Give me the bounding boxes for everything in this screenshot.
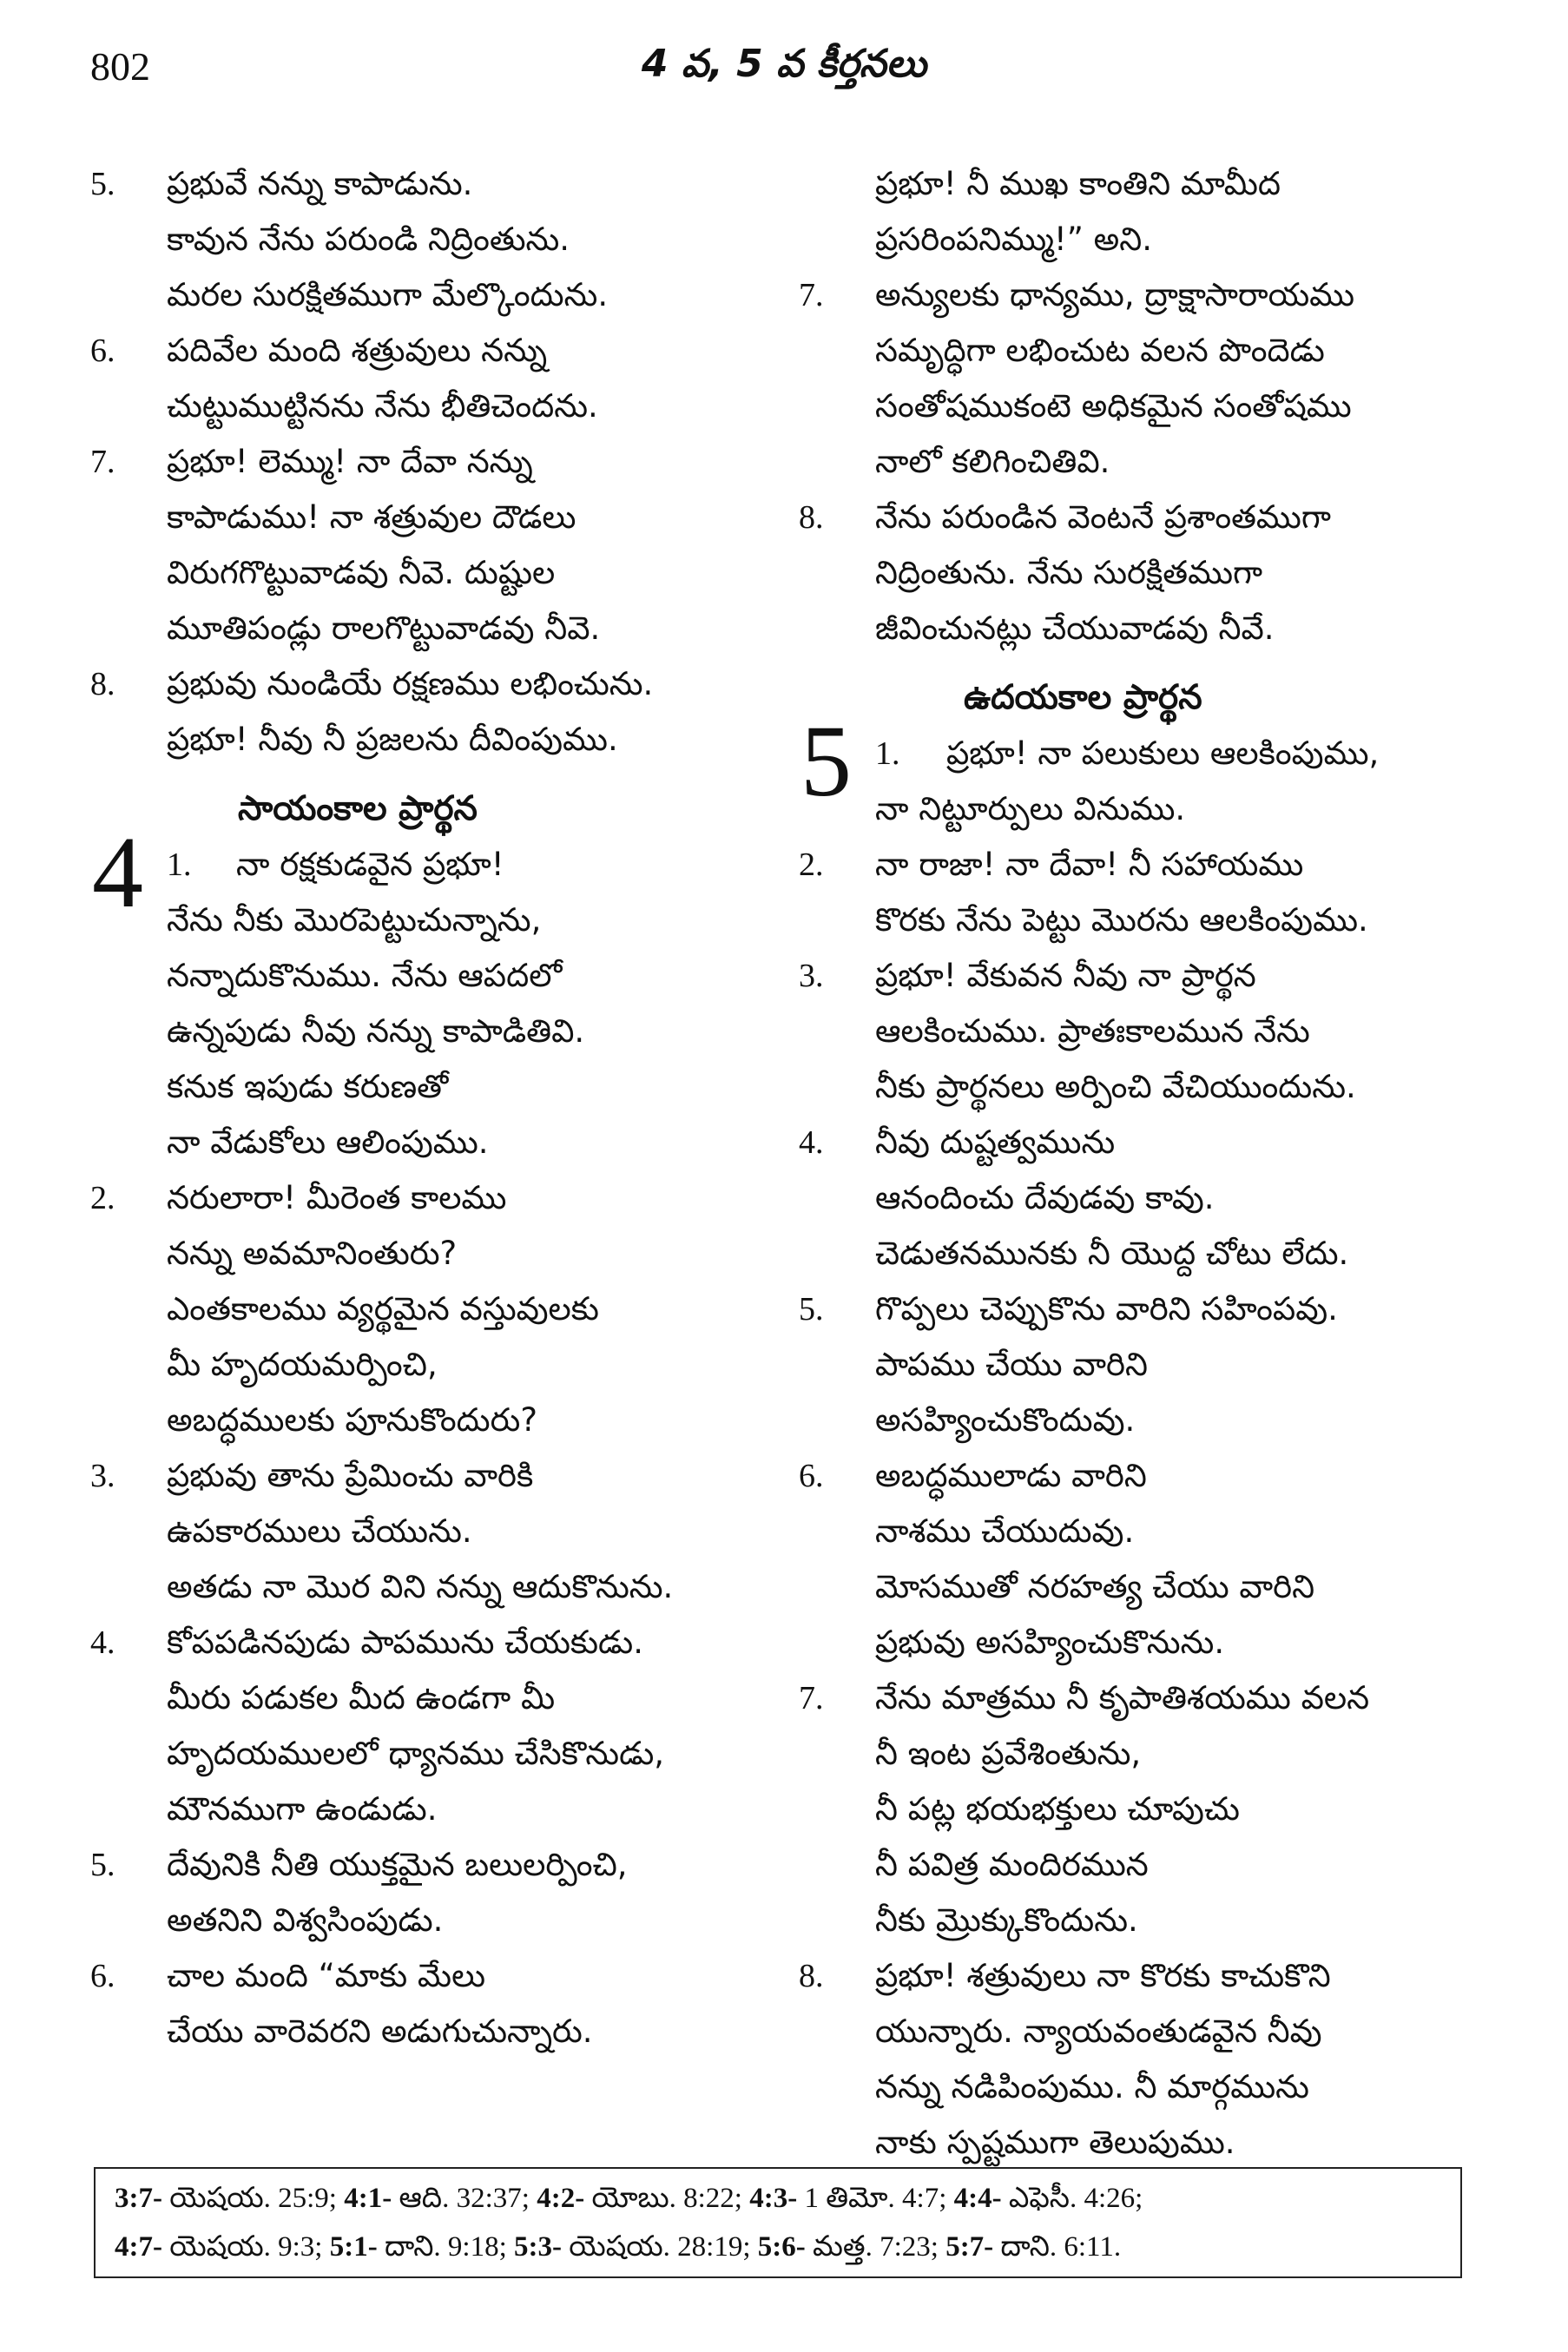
verse-line (90, 212, 776, 267)
verse-text: నన్ను అవమానింతురు? (167, 1235, 458, 1272)
verse-line (799, 1559, 1459, 1615)
verse-text: ఆనందించు దేవుడవు కావు. (875, 1179, 1215, 1216)
verse-number: 1. (875, 735, 900, 772)
verse-text: నీ పవిత్ర మందిరమున (875, 1846, 1149, 1883)
verse-number: 4. (90, 1624, 115, 1661)
verse-line (799, 490, 1459, 545)
verse-line (90, 267, 776, 323)
verse-text: ఎంతకాలము వ్యర్థమైన వస్తువులకు (167, 1290, 599, 1328)
verse-text: నీ పట్ల భయభక్తులు చూపుచు (875, 1790, 1240, 1828)
verse-text: కోపపడినపుడు పాపమును చేయకుడు. (167, 1624, 643, 1661)
verse-line (90, 323, 776, 379)
reference-label: 5:1- (329, 2231, 378, 2263)
running-head: 4 వ, 5 వ కీర్తనలు (641, 42, 927, 86)
verse-line (90, 1170, 776, 1226)
verse-text: ప్రభువు అసహ్యించుకొనును. (875, 1624, 1225, 1661)
reference-label: 4:3- (749, 2183, 798, 2214)
verse-text: నా రాజా! నా దేవా! నీ సహాయము (875, 846, 1304, 883)
verse-line (90, 1504, 776, 1559)
verse-line (799, 1059, 1459, 1115)
right-column (799, 156, 1459, 2171)
verse-line (799, 1337, 1459, 1393)
verse-line (799, 1393, 1459, 1448)
verse-line (799, 212, 1459, 267)
verse-line (799, 545, 1459, 601)
verse-text: నాకు స్పష్టముగా తెలుపుము. (875, 2124, 1235, 2161)
reference-label: 4:2- (537, 2183, 585, 2214)
verse-line (799, 1726, 1459, 1782)
verse-text: ప్రభూ! శత్రువులు నా కొరకు కాచుకొని (875, 1957, 1331, 1994)
verse-line (90, 893, 776, 948)
verse-text: నిద్రింతును. నేను సురక్షితముగా (875, 554, 1263, 591)
verse-line (799, 1170, 1459, 1226)
verse-text: సమృద్ధిగా లభించుట వలన పొందెడు (875, 332, 1325, 369)
verse-number: 5. (90, 1847, 115, 1883)
verse-number: 5. (90, 166, 115, 202)
verse-text: ఆలకించుము. ప్రాతఃకాలమున నేను (875, 1012, 1310, 1050)
verse-text: నాలో కలిగించితివి. (875, 443, 1110, 480)
verse-line (799, 893, 1459, 948)
psalm-heading (799, 670, 1459, 726)
verse-text: ప్రభూ! లెమ్ము! నా దేవా నన్ను (167, 443, 533, 480)
verse-text: నా రక్షకుడవైన ప్రభూ! (236, 846, 504, 883)
left-column (90, 156, 776, 2059)
verse-text: నీ ఇంట ప్రవేశింతును, (875, 1735, 1142, 1772)
verse-text: చాల మంది “మాకు మేలు (167, 1957, 486, 1994)
verse-line (90, 379, 776, 434)
verse-line (799, 434, 1459, 490)
verse-text: ప్రభువు నుండియే రక్షణము లభించును. (167, 665, 654, 702)
reference-text: యెషయ. 25:9; (161, 2183, 345, 2214)
verse-line (799, 601, 1459, 656)
reference-text: యెషయ. 28:19; (562, 2231, 758, 2263)
verse-text: మోసముతో నరహత్య చేయు వారిని (875, 1568, 1315, 1605)
verse-line (90, 434, 776, 490)
verse-line (90, 948, 776, 1004)
verse-number: 5. (799, 1291, 824, 1328)
verse-text: మౌనముగా ఉండుడు. (167, 1790, 438, 1828)
reference-label: 4:1- (344, 2183, 392, 2214)
verse-line (799, 2059, 1459, 2115)
verse-number: 8. (799, 499, 824, 536)
verse-text: చేయు వారెవరని అడుగుచున్నారు. (167, 2013, 593, 2050)
verse-line (90, 1226, 776, 1281)
verse-number: 2. (90, 1180, 115, 1216)
verse-line (90, 156, 776, 212)
verse-text: నీకు మ్రొక్కుకొందును. (875, 1901, 1138, 1939)
verse-line (90, 1670, 776, 1726)
verse-number: 2. (799, 847, 824, 883)
verse-text: నేను మాత్రము నీ కృపాతిశయము వలన (875, 1679, 1370, 1716)
verse-text: కావున నేను పరుండి నిద్రింతును. (167, 221, 570, 258)
verse-number: 7. (90, 444, 115, 480)
verse-text: మూతిపండ్లు రాలగొట్టువాడవు నీవె. (167, 609, 601, 647)
verse-line (90, 1782, 776, 1837)
verse-line (90, 1004, 776, 1059)
verse-line (799, 323, 1459, 379)
verse-text: పాపము చేయు వారిని (875, 1346, 1148, 1383)
footnote-line-1 (115, 2174, 1441, 2223)
verse-line (90, 1393, 776, 1448)
reference-label: 3:7- (115, 2183, 162, 2214)
verse-line (799, 267, 1459, 323)
verse-line (799, 1115, 1459, 1170)
verse-line (799, 1893, 1459, 1948)
footnote-line-2 (115, 2223, 1441, 2271)
reference-text: దాని. 6:11. (993, 2231, 1122, 2263)
verse-text: నేను పరుండిన వెంటనే ప్రశాంతముగా (875, 498, 1331, 536)
verse-line (799, 837, 1459, 893)
psalm-heading-text: ఉదయకాల ప్రార్థన (964, 678, 1202, 717)
psalm-heading-text: సాయంకాల ప్రార్థన (238, 789, 478, 828)
verse-text: నరులారా! మీరెంత కాలము (167, 1179, 507, 1216)
verse-line (90, 712, 776, 768)
verse-text: నీవు దుష్టత్వమును (875, 1123, 1116, 1161)
verse-text: మీ హృదయమర్పించి, (167, 1346, 438, 1383)
verse-number: 7. (799, 1680, 824, 1716)
verse-text: కనుక ఇపుడు కరుణతో (167, 1068, 449, 1105)
verse-text: అన్యులకు ధాన్యము, ద్రాక్షాసారాయము (875, 276, 1355, 313)
verse-line (90, 490, 776, 545)
reference-text: ఆది. 32:37; (392, 2183, 537, 2214)
verse-text: హృదయములలో ధ్యానము చేసికొనుడు, (167, 1735, 665, 1772)
verse-text: కాపాడుము! నా శత్రువుల దౌడలు (167, 498, 576, 536)
verse-line (799, 1226, 1459, 1281)
verse-line (90, 1837, 776, 1893)
verse-line (90, 601, 776, 656)
verse-line (90, 1559, 776, 1615)
psalm-heading (90, 781, 776, 837)
verse-text: దేవునికి నీతి యుక్తమైన బలులర్పించి, (167, 1846, 628, 1883)
verse-text: మీరు పడుకల మీద ఉండగా మీ (167, 1679, 556, 1716)
page-number: 802 (90, 44, 150, 89)
reference-text: 1 తిమో. 4:7; (797, 2183, 954, 2214)
verse-line (799, 1670, 1459, 1726)
verse-text: నన్ను నడిపింపుము. నీ మార్గమును (875, 2068, 1309, 2105)
verse-text: గొప్పలు చెప్పుకొను వారిని సహింపవు. (875, 1290, 1338, 1328)
verse-text: మరల సురక్షితముగా మేల్కొందును. (167, 276, 609, 313)
verse-line (90, 1115, 776, 1170)
verse-line (799, 379, 1459, 434)
verse-number: 4. (799, 1124, 824, 1161)
verse-text: నా వేడుకోలు ఆలింపుము. (167, 1123, 489, 1161)
verse-number: 6. (90, 333, 115, 369)
reference-text: యెషయ. 9:3; (161, 2231, 330, 2263)
verse-number: 1. (167, 847, 192, 883)
verse-text: ఉన్నపుడు నీవు నన్ను కాపాడితివి. (167, 1012, 585, 1050)
verse-text: అతనిని విశ్వసింపుడు. (167, 1901, 444, 1939)
verse-number: 3. (799, 958, 824, 994)
verse-line (799, 1948, 1459, 2004)
verse-text: సంతోషముకంటె అధికమైన సంతోషము (875, 387, 1352, 425)
verse-line (90, 1059, 776, 1115)
verse-line (799, 2115, 1459, 2171)
verse-line (799, 1782, 1459, 1837)
verse-line (90, 1948, 776, 2004)
verse-number: 7. (799, 277, 824, 313)
verse-line (799, 1837, 1459, 1893)
verse-line (90, 1448, 776, 1504)
verse-line (90, 1726, 776, 1782)
verse-line (90, 2004, 776, 2059)
verse-text: ప్రభువు తాను ప్రేమించు వారికి (167, 1457, 534, 1494)
reference-label: 5:3- (514, 2231, 563, 2263)
section-spacer (799, 656, 1459, 670)
verse-line (799, 1615, 1459, 1670)
chapter-number: 4 (92, 815, 143, 929)
verse-number: 8. (90, 666, 115, 702)
verse-line (90, 1281, 776, 1337)
verse-text: నా నిట్టూర్పులు వినుము. (875, 790, 1186, 827)
verse-text: ప్రభూ! నా పలుకులు ఆలకింపుము, (946, 735, 1380, 772)
verse-number: 6. (90, 1958, 115, 1994)
verse-text: నీకు ప్రార్థనలు అర్పించి వేచియుందును. (875, 1068, 1356, 1105)
verse-number: 6. (799, 1458, 824, 1494)
verse-text: ప్రభువే నన్ను కాపాడును. (167, 165, 473, 202)
verse-line (799, 948, 1459, 1004)
verse-text: ఉపకారములు చేయును. (167, 1512, 472, 1550)
verse-line (90, 1893, 776, 1948)
verse-number: 3. (90, 1458, 115, 1494)
verse-text: విరుగగొట్టువాడవు నీవె. దుష్టుల (167, 554, 556, 591)
verse-text: ప్రభూ! నీ ముఖ కాంతిని మామీద (875, 165, 1281, 202)
verse-text: అసహ్యించుకొందువు. (875, 1401, 1136, 1439)
verse-text: కొరకు నేను పెట్టు మొరను ఆలకింపుము. (875, 901, 1368, 939)
cross-reference-box (94, 2167, 1462, 2278)
reference-label: 5:6- (757, 2231, 806, 2263)
verse-text: జీవించునట్లు చేయువాడవు నీవే. (875, 609, 1275, 647)
verse-line (799, 1448, 1459, 1504)
verse-text: నేను నీకు మొరపెట్టుచున్నాను, (167, 901, 542, 939)
chapter-number: 5 (800, 704, 852, 818)
verse-text: ప్రభూ! వేకువన నీవు నా ప్రార్థన (875, 957, 1256, 994)
verse-text: అతడు నా మొర విని నన్ను ఆదుకొనును. (167, 1568, 674, 1605)
verse-line (90, 545, 776, 601)
verse-line (799, 1004, 1459, 1059)
verse-line (799, 1281, 1459, 1337)
verse-line (90, 1615, 776, 1670)
verse-text: ప్రసరింపనిమ్ము!” అని. (875, 221, 1153, 258)
verse-line (799, 156, 1459, 212)
verse-line (799, 1504, 1459, 1559)
reference-text: దాని. 9:18; (377, 2231, 515, 2263)
verse-line (799, 781, 1459, 837)
verse-number: 8. (799, 1958, 824, 1994)
reference-label: 4:7- (115, 2231, 162, 2263)
reference-text: మత్త. 7:23; (805, 2231, 946, 2263)
verse-text: యున్నారు. న్యాయవంతుడవైన నీవు (875, 2013, 1322, 2050)
verse-text: అబద్ధములకు పూనుకొందురు? (167, 1401, 537, 1439)
verse-text: పదివేల మంది శత్రువులు నన్ను (167, 332, 548, 369)
section-spacer (90, 768, 776, 781)
verse-text: నాశము చేయుదువు. (875, 1512, 1135, 1550)
reference-label: 5:7- (945, 2231, 994, 2263)
verse-text: చుట్టుముట్టినను నేను భీతిచెందను. (167, 387, 598, 425)
reference-text: ఎఫెసీ. 4:26; (1001, 2183, 1143, 2214)
verse-text: ప్రభూ! నీవు నీ ప్రజలను దీవింపుము. (167, 721, 618, 758)
verse-line (799, 2004, 1459, 2059)
verse-text: నన్నాదుకొనుము. నేను ఆపదలో (167, 957, 563, 994)
reference-text: యోబు. 8:22; (584, 2183, 750, 2214)
verse-line (90, 1337, 776, 1393)
verse-text: చెడుతనమునకు నీ యొద్ద చోటు లేదు. (875, 1235, 1349, 1272)
verse-text: అబద్ధములాడు వారిని (875, 1457, 1147, 1494)
verse-line (90, 656, 776, 712)
reference-label: 4:4- (953, 2183, 1002, 2214)
